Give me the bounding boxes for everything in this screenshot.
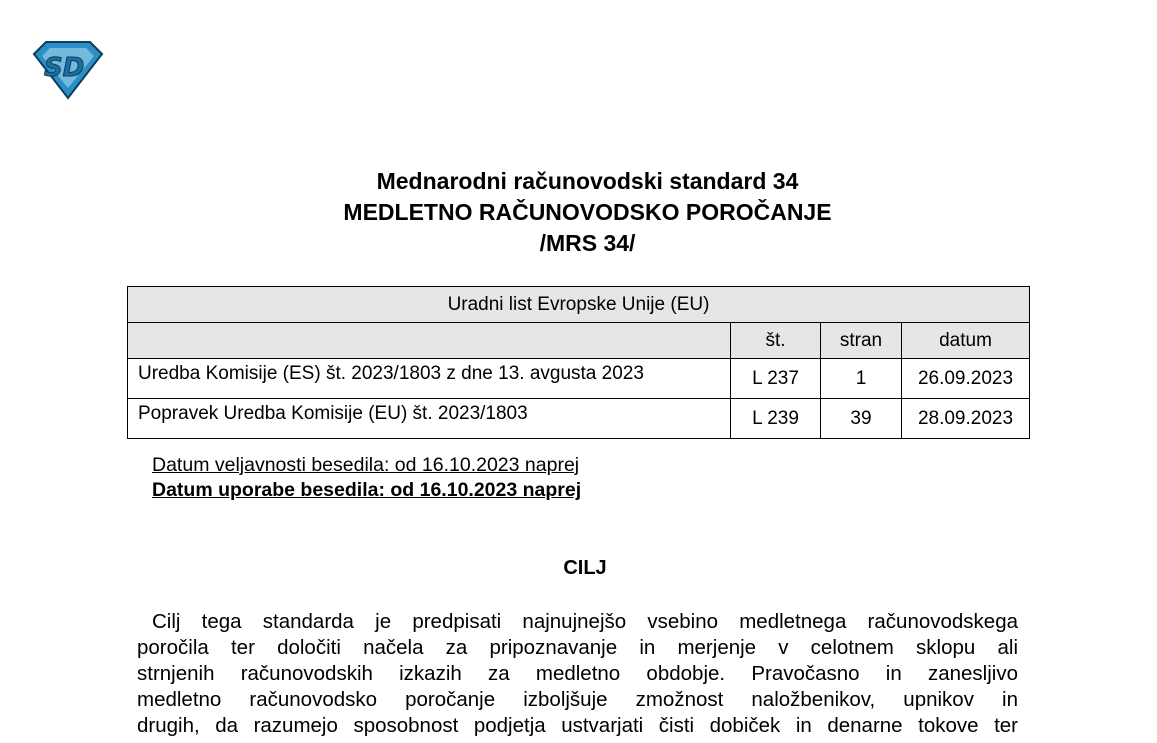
paragraph-line: drugih, da razumejo sposobnost podjetja ustvarjati čisti dobiček in denarne tokove ter — [137, 714, 1018, 737]
cell: 39 — [821, 399, 902, 439]
title-line: MEDLETNO RAČUNOVODSKO POROČANJE — [343, 199, 832, 225]
section-heading: CILJ — [563, 557, 607, 579]
cell: L 237 — [731, 359, 821, 399]
cell: L 239 — [731, 399, 821, 439]
paragraph-line: poročila ter določiti načela za pripoznavanje in merjenje v celotnem sklopu ali — [137, 636, 1018, 659]
logo-icon — [30, 40, 104, 100]
header-cell: stran — [821, 323, 902, 359]
paragraph-line: medletno računovodsko poročanje izboljšuje zmožnost naložbenikov, upnikov in — [137, 688, 1018, 711]
title-line: /MRS 34/ — [539, 230, 636, 256]
validity-dates — [152, 453, 581, 503]
svg-text:SD: SD — [44, 53, 85, 83]
paragraph-line: strnjenih računovodskih izkazih za medletno obdobje. Pravočasno in zanesljivo — [137, 662, 1018, 685]
paragraph-line: Cilj tega standarda je predpisati najnujnejšo vsebino medletnega računovodskega — [152, 610, 1018, 633]
header-cell: datum — [902, 323, 1030, 359]
cell: Uredba Komisije (ES) št. 2023/1803 z dne 13. avgusta 2023 — [128, 359, 731, 399]
table-row — [128, 359, 1030, 399]
official-journal-table — [127, 286, 1030, 439]
title-line: Mednarodni računovodski standard 34 — [376, 168, 799, 194]
cell: Popravek Uredba Komisije (EU) št. 2023/1803 — [128, 399, 731, 439]
application-date: Datum uporabe besedila: od 16.10.2023 naprej — [152, 479, 582, 501]
table-row — [128, 399, 1030, 439]
table-header-row — [128, 323, 1030, 359]
header-cell: št. — [731, 323, 821, 359]
validity-date: Datum veljavnosti besedila: od 16.10.2023 naprej — [152, 454, 580, 476]
body-paragraph — [137, 609, 1018, 739]
header-cell — [128, 323, 731, 359]
cell: 1 — [821, 359, 902, 399]
table-caption: Uradni list Evropske Unije (EU) — [128, 287, 1030, 323]
document-title — [0, 166, 1157, 259]
cell: 28.09.2023 — [902, 399, 1030, 439]
cell: 26.09.2023 — [902, 359, 1030, 399]
